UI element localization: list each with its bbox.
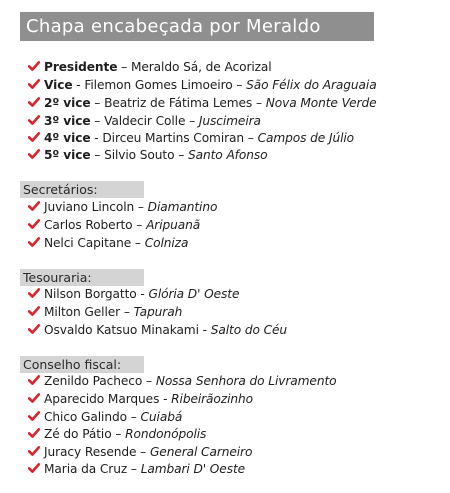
checkmark-icon xyxy=(28,114,40,126)
member-role: Vice xyxy=(44,78,73,92)
checkmark-icon xyxy=(28,78,40,90)
member-name: Dirceu Martins Comiran – xyxy=(102,131,258,145)
member-name: Milton Geller – xyxy=(44,305,134,319)
member-name: Zé do Pátio – xyxy=(44,427,126,441)
list-item xyxy=(28,409,182,426)
member-role: 4º vice xyxy=(44,131,91,145)
member-city: Salto do Céu xyxy=(210,323,288,337)
list-item xyxy=(28,304,182,321)
checkmark-icon xyxy=(28,374,40,386)
chapa-member-row xyxy=(28,113,261,130)
member-name: Chico Galindo – xyxy=(44,410,141,424)
list-item xyxy=(28,322,287,339)
section-heading-secretarios: Secretários: xyxy=(20,181,144,198)
member-city: Lambari D' Oeste xyxy=(140,462,246,476)
member-city: Rondonópolis xyxy=(125,427,207,441)
checkmark-icon xyxy=(28,60,40,72)
checkmark-icon xyxy=(28,96,40,108)
member-city: Cuiabá xyxy=(140,410,183,424)
role-separator: – xyxy=(90,114,105,128)
role-separator: - xyxy=(72,78,85,92)
checkmark-icon xyxy=(28,218,40,230)
role-separator: – xyxy=(117,60,131,74)
member-city: Colniza xyxy=(144,236,189,250)
checkmark-icon xyxy=(28,427,40,439)
member-role: 2º vice xyxy=(44,96,91,110)
member-city: Nossa Senhora do Livramento xyxy=(155,374,337,388)
member-name: Osvaldo Katsuo Minakami - xyxy=(44,323,211,337)
member-name: Carlos Roberto – xyxy=(44,218,147,232)
list-item xyxy=(28,461,245,478)
page-title: Chapa encabeçada por Meraldo xyxy=(20,12,374,41)
member-name: Valdecir Colle – xyxy=(104,114,199,128)
checkmark-icon xyxy=(28,323,40,335)
role-separator: - xyxy=(90,131,103,145)
list-item xyxy=(28,391,253,408)
list-item xyxy=(28,426,206,443)
checkmark-icon xyxy=(28,445,40,457)
list-item xyxy=(28,235,188,252)
checkmark-icon xyxy=(28,305,40,317)
checkmark-icon xyxy=(28,148,40,160)
member-name: Aparecido Marques - xyxy=(44,392,172,406)
member-city: Santo Afonso xyxy=(188,148,268,162)
chapa-member-row xyxy=(28,77,377,94)
member-name: Nilson Borgatto - xyxy=(44,287,149,301)
chapa-member-row xyxy=(28,59,272,76)
role-separator: – xyxy=(90,148,105,162)
member-role: Presidente xyxy=(44,60,118,74)
checkmark-icon xyxy=(28,131,40,143)
member-role: 5º vice xyxy=(44,148,91,162)
member-name: Beatriz de Fátima Lemes – xyxy=(104,96,266,110)
member-name: Juracy Resende – xyxy=(44,445,150,459)
checkmark-icon xyxy=(28,462,40,474)
checkmark-icon xyxy=(28,392,40,404)
checkmark-icon xyxy=(28,287,40,299)
checkmark-icon xyxy=(28,410,40,422)
checkmark-icon xyxy=(28,236,40,248)
chapa-member-row xyxy=(28,147,267,164)
list-item xyxy=(28,373,337,390)
member-city: General Carneiro xyxy=(149,445,253,459)
section-heading-tesouraria: Tesouraria: xyxy=(20,269,144,286)
member-city: Ribeirãozinho xyxy=(171,392,253,406)
chapa-member-row xyxy=(28,130,354,147)
member-name: Silvio Souto – xyxy=(104,148,188,162)
member-role: 3º vice xyxy=(44,114,91,128)
member-city: Juscimeira xyxy=(198,114,261,128)
section-heading-conselho: Conselho fiscal: xyxy=(20,356,144,373)
member-city: Campos de Júlio xyxy=(257,131,355,145)
member-city: Aripuanã xyxy=(146,218,201,232)
role-separator: – xyxy=(90,96,105,110)
member-name: Nelci Capitane – xyxy=(44,236,145,250)
member-name: Zenildo Pacheco – xyxy=(44,374,156,388)
member-city: Diamantino xyxy=(147,200,218,214)
member-city: São Félix do Araguaia xyxy=(246,78,377,92)
member-name: Maria da Cruz – xyxy=(44,462,141,476)
member-city: Tapurah xyxy=(133,305,183,319)
member-name: Filemon Gomes Limoeiro – xyxy=(84,78,247,92)
member-name: Juviano Lincoln – xyxy=(44,200,148,214)
list-item xyxy=(28,217,200,234)
member-city: Nova Monte Verde xyxy=(265,96,377,110)
chapa-member-row xyxy=(28,95,376,112)
list-item xyxy=(28,444,252,461)
list-item xyxy=(28,286,239,303)
member-name: Meraldo Sá, de Acorizal xyxy=(130,60,272,74)
list-item xyxy=(28,199,217,216)
checkmark-icon xyxy=(28,200,40,212)
member-city: Glória D' Oeste xyxy=(148,287,240,301)
